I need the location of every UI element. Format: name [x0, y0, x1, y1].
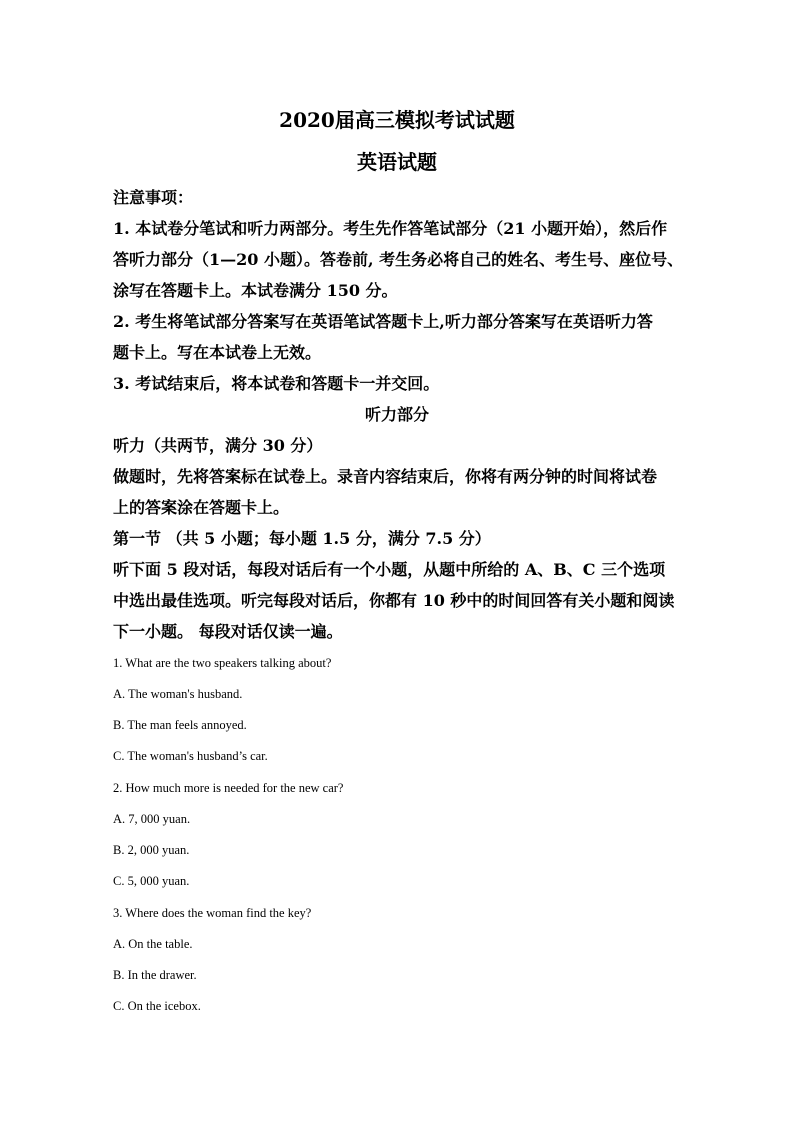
notes-line: 2. 考生将笔试部分答案写在英语笔试答题卡上,听力部分答案写在英语听力答 [113, 312, 653, 331]
option-c: C. 5, 000 yuan. [113, 874, 190, 888]
notes-heading: 注意事项： [113, 188, 194, 207]
question-text: 1. What are the two speakers talking about? [113, 656, 332, 670]
instruction-line: 上的答案涂在答题卡上。 [113, 498, 290, 517]
option-a: A. On the table. [113, 937, 193, 951]
option-c: C. On the icebox. [113, 999, 201, 1013]
question-text: 3. Where does the woman find the key? [113, 906, 312, 920]
section1-heading: 第一节 （共 5 小题；每小题 1.5 分，满分 7.5 分） [113, 529, 491, 548]
exam-subtitle: 英语试题 [357, 150, 437, 174]
notes-line: 涂写在答题卡上。本试卷满分 150 分。 [113, 281, 398, 300]
notes-line: 题卡上。写在本试卷上无效。 [113, 343, 322, 362]
section1-instruction: 中选出最佳选项。听完每段对话后，你都有 10 秒中的时间回答有关小题和阅读 [113, 591, 675, 610]
option-a: A. 7, 000 yuan. [113, 812, 191, 826]
notes-line: 答听力部分（1—20 小题）。答卷前, 考生务必将自己的姓名、考生号、座位号、 [113, 250, 684, 269]
option-b: B. The man feels annoyed. [113, 718, 247, 732]
notes-line: 3. 考试结束后，将本试卷和答题卡一并交回。 [113, 374, 440, 393]
option-b: B. In the drawer. [113, 968, 197, 982]
exam-title: 2020届高三模拟考试试题 [279, 108, 515, 132]
section1-instruction: 下一小题。 每段对话仅读一遍。 [113, 622, 343, 641]
notes-line: 1. 本试卷分笔试和听力两部分。考生先作答笔试部分（21 小题开始），然后作 [113, 219, 668, 238]
option-a: A. The woman's husband. [113, 687, 243, 701]
question-text: 2. How much more is needed for the new car? [113, 781, 344, 795]
section1-instruction: 听下面 5 段对话，每段对话后有一个小题，从题中所给的 A、B、C 三个选项 [113, 560, 666, 579]
instruction-line: 做题时，先将答案标在试卷上。录音内容结束后，你将有两分钟的时间将试卷 [113, 467, 658, 486]
section-heading: 听力（共两节，满分 30 分） [113, 436, 323, 455]
option-c: C. The woman's husband’s car. [113, 749, 268, 763]
part-title: 听力部分 [364, 405, 429, 424]
option-b: B. 2, 000 yuan. [113, 843, 190, 857]
